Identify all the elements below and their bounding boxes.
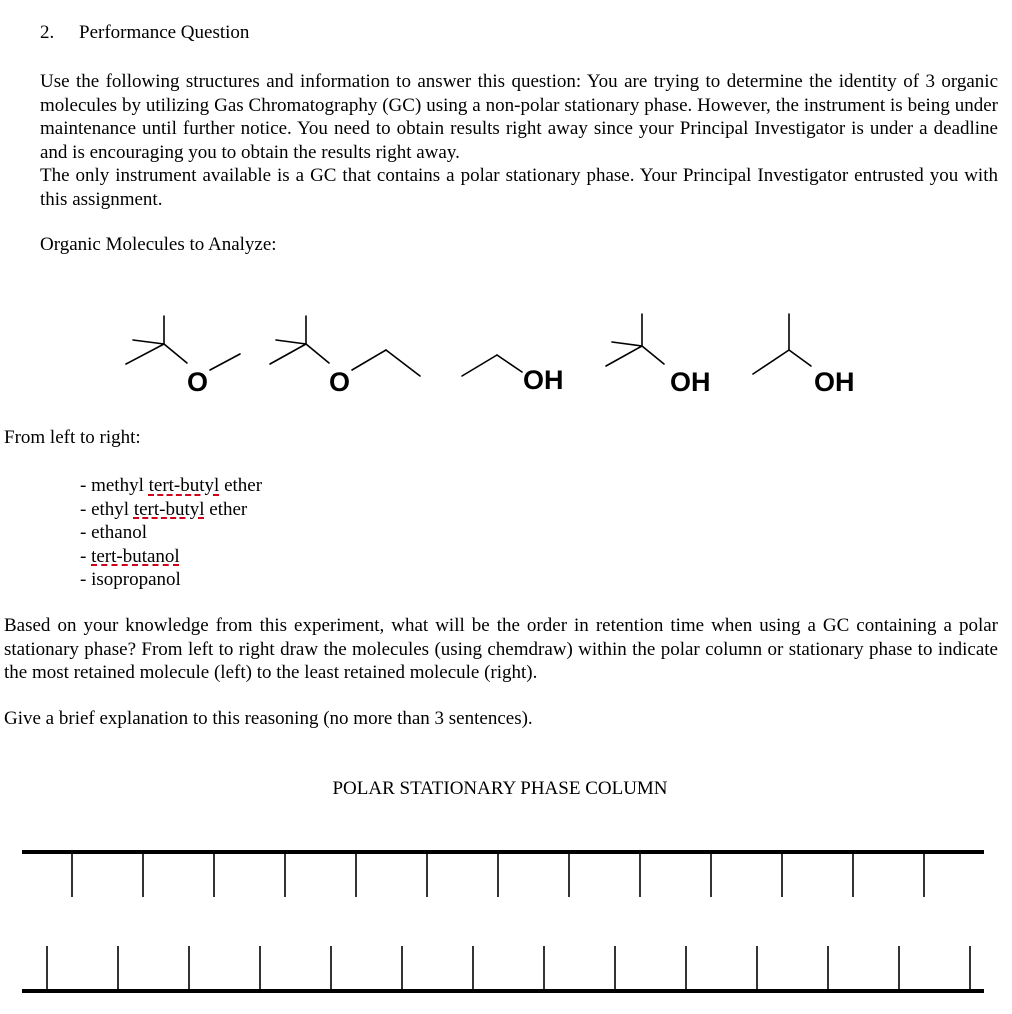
molecule-structures [0,300,1012,410]
column-title: POLAR STATIONARY PHASE COLUMN [332,778,668,799]
intro-paragraph-2: The only instrument available is a GC that contains a polar stationary phase. Your Principal Investigator entrusted you with this assignment. [40,165,998,210]
structure-ethanol [462,355,522,376]
retention-question [4,614,998,685]
spellcheck-flagged-word[interactable]: tert-butyl [148,475,220,496]
molecules-label: Organic Molecules to Analyze: [40,234,277,255]
structure-methyl-tert-butyl-ether [126,316,240,370]
list-item: - ethyl tert-butyl ether [80,498,248,520]
structure-isopropanol [753,314,811,374]
spellcheck-flagged-word[interactable]: tert-butanol [91,545,180,567]
list-item: - tert-butanol [80,545,180,567]
list-item: - ethanol [80,522,148,543]
structure-label-oh-1: OH [523,365,564,395]
retention-question-text: Based on your knowledge from this experiment, what will be the order in retention time when using a GC containing a polar stationary phase? From left to right draw the molecules (using chemdraw) within the polar column or stationary phase to indicate the most retained molecule (left) to the least retained molecule (right). [4,615,998,683]
polar-column-diagram[interactable] [0,840,1012,1010]
question-number: 2. [40,22,55,43]
structure-label-o-2: O [329,367,351,397]
explanation-prompt: Give a brief explanation to this reasoning (no more than 3 sentences). [4,708,533,729]
stationary-phase-top-ticks [72,852,924,897]
molecule-list [80,474,262,592]
question-heading [40,22,249,44]
structure-label-o-1: O [187,367,209,397]
list-item: - methyl tert-butyl ether [80,475,263,496]
order-label: From left to right: [4,427,141,448]
structure-tert-butanol [606,314,664,366]
spellcheck-flagged-word[interactable]: tert-butyl [133,498,205,520]
intro-paragraph-1: Use the following structures and information to answer this question: You are trying to determine the identity of 3 organic molecules by utilizing Gas Chromatography (GC) using a non-polar stationary phase. However, the instrument is being under maintenance until further notice. You need to obtain results right away since your Principal Investigator is under a deadline and is encouraging you to obtain the results right away. [40,71,998,163]
structure-label-oh-3: OH [814,367,855,397]
question-title: Performance Question [79,22,250,43]
structure-label-oh-2: OH [670,367,711,397]
stationary-phase-bottom-ticks [47,946,970,991]
list-item: - isopropanol [80,569,181,590]
intro-text [40,70,998,211]
